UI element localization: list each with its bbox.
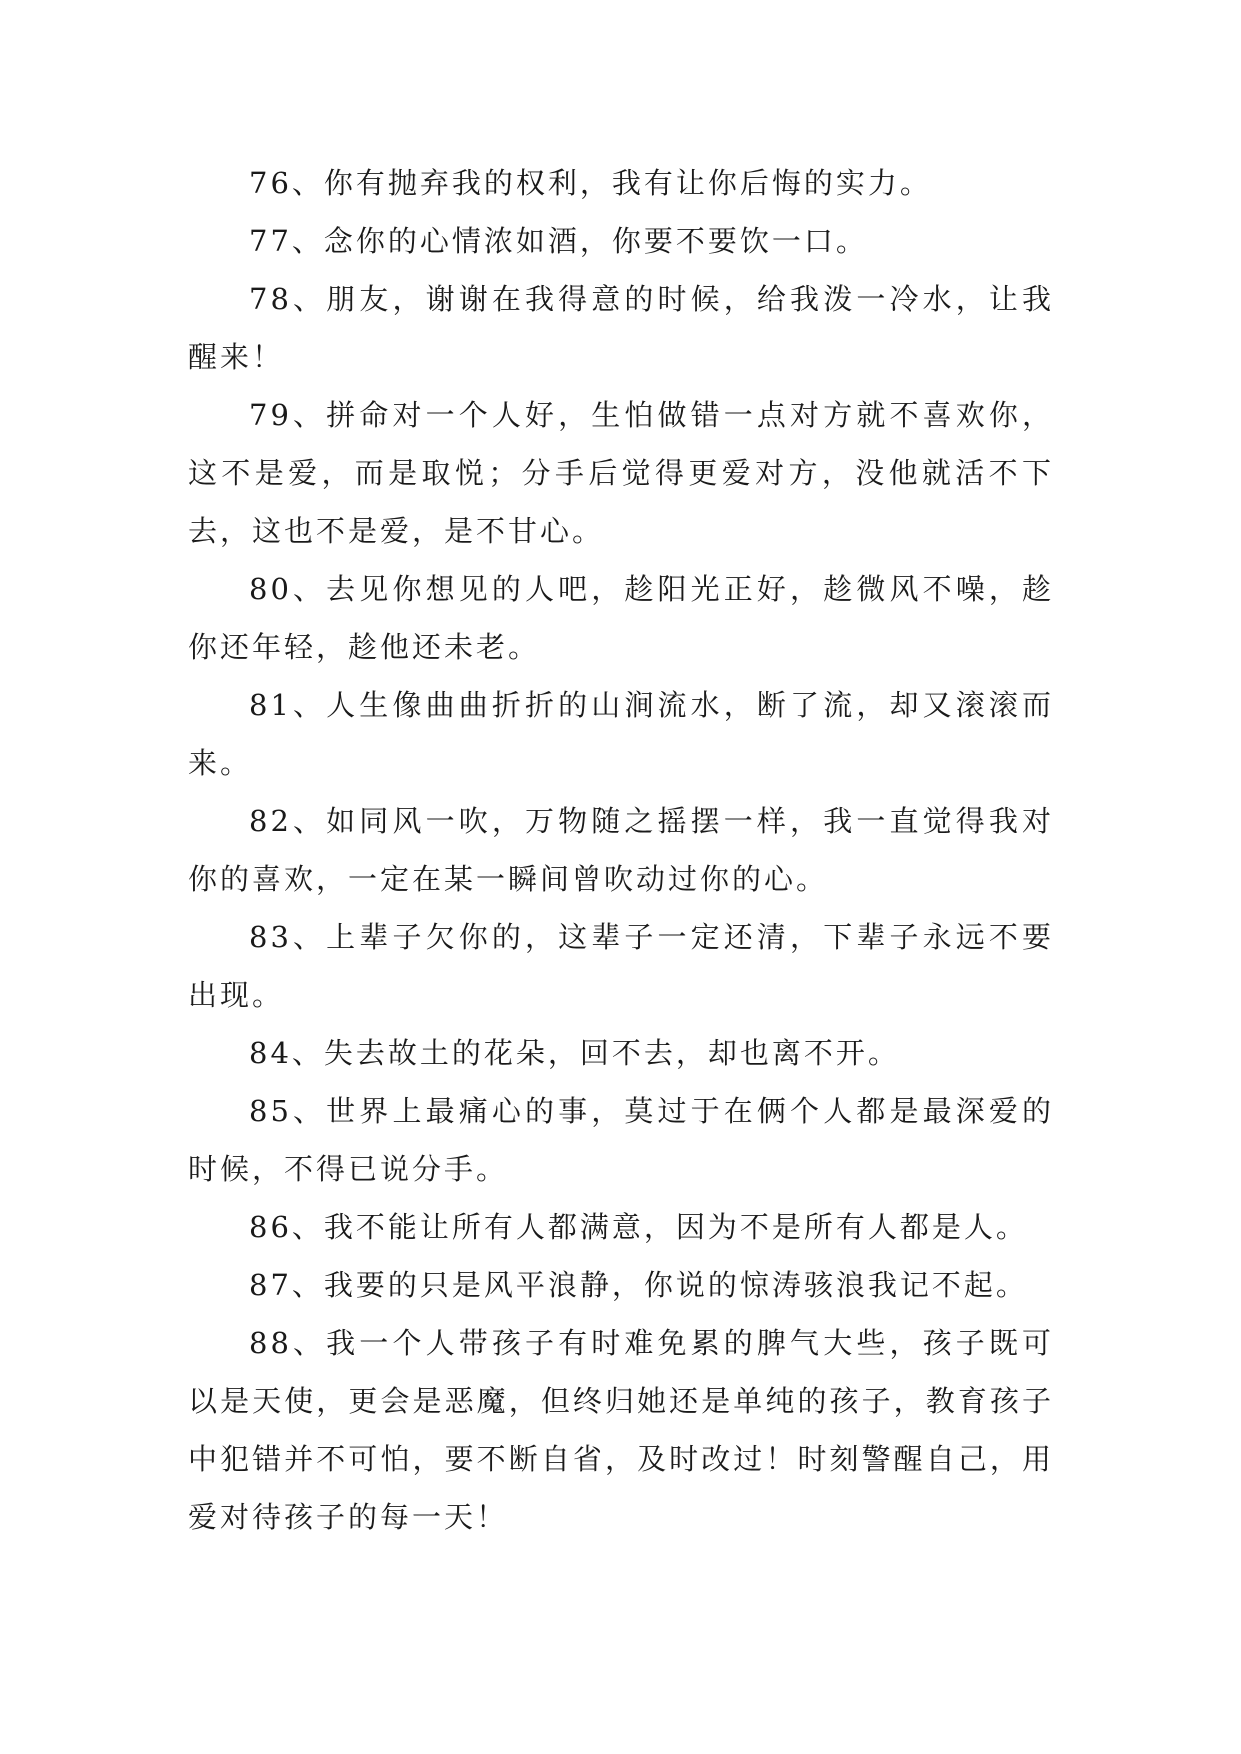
paragraph-84: 84、失去故土的花朵，回不去，却也离不开。 [249, 1036, 900, 1070]
paragraph-79: 79、拼命对一个人好，生怕做错一点对方就不喜欢你，这不是爱，而是取悦；分手后觉得更爱对方，没他就活不下去，这也不是爱，是不甘心。 [188, 398, 1054, 548]
paragraph-77: 77、念你的心情浓如酒，你要不要饮一口。 [249, 224, 868, 258]
paragraph-88: 88、我一个人带孩子有时难免累的脾气大些，孩子既可以是天使，更会是恶魔，但终归她还是单纯的孩子，教育孩子中犯错并不可怕，要不断自省，及时改过！时刻警醒自己，用爱对待孩子的每一天！ [188, 1326, 1054, 1534]
paragraph-85: 85、世界上最痛心的事，莫过于在俩个人都是最深爱的时候，不得已说分手。 [188, 1094, 1054, 1186]
document-body [188, 154, 1054, 1546]
paragraph-78: 78、朋友，谢谢在我得意的时候，给我泼一冷水，让我醒来！ [188, 282, 1054, 374]
paragraph-81: 81、人生像曲曲折折的山涧流水，断了流，却又滚滚而来。 [188, 688, 1054, 780]
paragraph-80: 80、去见你想见的人吧，趁阳光正好，趁微风不噪，趁你还年轻，趁他还未老。 [188, 572, 1054, 664]
paragraph-76: 76、你有抛弃我的权利，我有让你后悔的实力。 [249, 166, 932, 200]
paragraph-82: 82、如同风一吹，万物随之摇摆一样，我一直觉得我对你的喜欢，一定在某一瞬间曾吹动过你的心。 [188, 804, 1054, 896]
paragraph-86: 86、我不能让所有人都满意，因为不是所有人都是人。 [249, 1210, 1028, 1244]
paragraph-87: 87、我要的只是风平浪静，你说的惊涛骇浪我记不起。 [249, 1268, 1028, 1302]
paragraph-83: 83、上辈子欠你的，这辈子一定还清，下辈子永远不要出现。 [188, 920, 1054, 1012]
